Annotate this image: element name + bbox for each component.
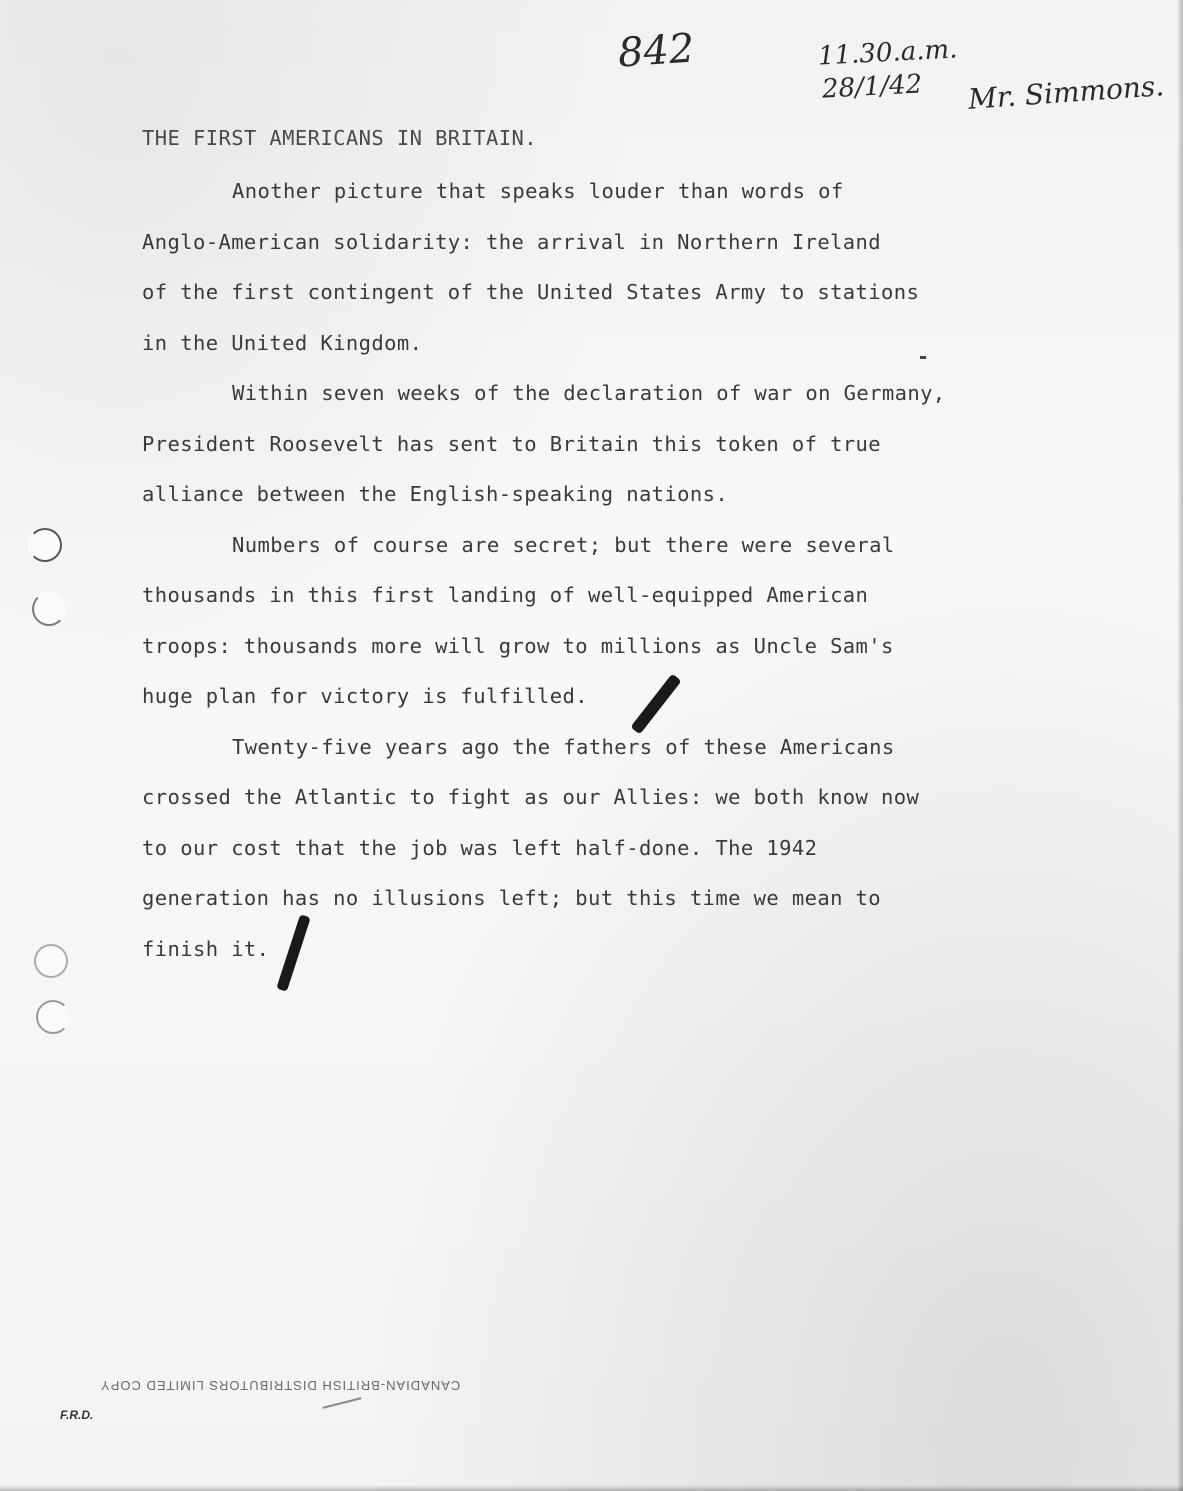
text-line: Twenty-five years ago the fathers of these Americans — [232, 734, 895, 759]
text-line: of the first contingent of the United States Army to stations — [142, 280, 920, 304]
page-edge-right — [1177, 0, 1183, 1491]
handwritten-name: Mr. Simmons. — [967, 69, 1166, 116]
hole-punch-icon — [34, 944, 68, 978]
text-line: Numbers of course are secret; but there were several — [232, 532, 895, 557]
text-line: Another picture that speaks louder than words of — [232, 179, 844, 203]
text-line: finish it. — [142, 936, 270, 961]
hole-punch-icon — [36, 1000, 70, 1034]
paragraph — [142, 520, 1102, 722]
text-line: President Roosevelt has sent to Britain this token of true — [142, 431, 882, 456]
mirrored-footer-imprint: CANADIAN-BRITISH DISTRIBUTORS LIMITED COPY — [100, 1378, 461, 1393]
pencil-smudge — [322, 1397, 361, 1409]
text-line: generation has no illusions left; but this time we mean to — [142, 886, 882, 910]
paragraph — [142, 368, 1102, 520]
hole-punch-icon — [28, 528, 62, 562]
text-line: crossed the Atlantic to fight as our Allies: we both know now — [142, 785, 920, 809]
text-line: in the United Kingdom. — [142, 330, 423, 355]
text-line: thousands in this first landing of well-equipped American — [142, 583, 869, 607]
handwritten-time: 11.30.a.m. — [817, 34, 959, 72]
text-line: Within seven weeks of the declaration of war on Germany, — [232, 381, 946, 405]
handwritten-date: 28/1/42 — [821, 69, 923, 105]
text-line: Anglo-American solidarity: the arrival in Northern Ireland — [142, 229, 882, 254]
text-line: huge plan for victory is fulfilled. — [142, 684, 588, 708]
text-line: alliance between the English-speaking nations. — [142, 482, 729, 506]
paragraph — [142, 722, 1102, 975]
hole-punch-icon — [32, 592, 66, 626]
paragraph — [142, 166, 1102, 368]
handwritten-reference-number: 842 — [616, 25, 696, 77]
footer-code: F.R.D. — [60, 1408, 94, 1422]
page-edge-bottom — [0, 1485, 1183, 1491]
typewritten-document — [142, 118, 1102, 974]
document-title: THE FIRST AMERICANS IN BRITAIN. — [142, 126, 538, 150]
text-line: to our cost that the job was left half-done. The 1942 — [142, 835, 818, 860]
text-line: troops: thousands more will grow to millions as Uncle Sam's — [142, 633, 894, 658]
